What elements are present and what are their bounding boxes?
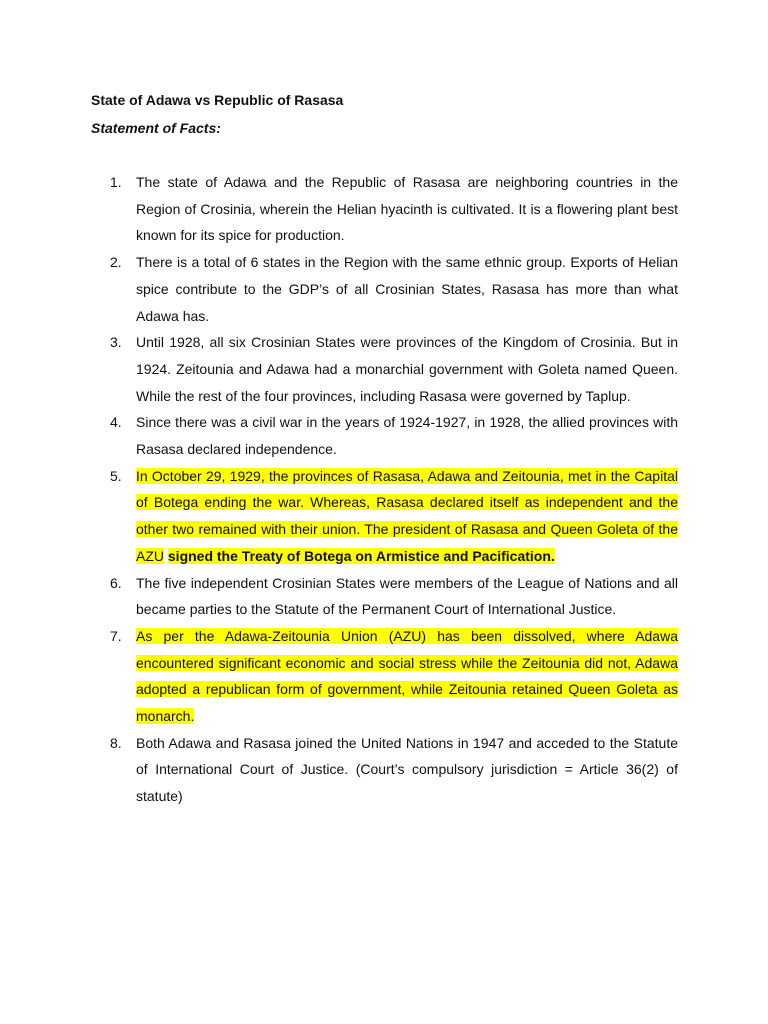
list-number: 8. [110,734,122,751]
fact-text: There is a total of 6 states in the Region with the same ethnic group. Exports of Helian spice contribute to the GDP’s of all Crosinian States, Rasasa has more than what Adawa has. [136,254,678,324]
fact-text: The five independent Crosinian States were members of the League of Nations and all became parties to the Statute of the Permanent Court of International Justice. [136,574,678,618]
highlighted-fact-text: As per the Adawa-Zeitounia Union (AZU) has been dissolved, where Adawa encountered significant economic and social stress while the Zeitounia did not, Adawa adopted a republican form of government, while Zeitounia retained Queen Goleta as monarch. [136,627,678,725]
document-title: State of Adawa vs Republic of Rasasa [91,92,344,108]
list-item-fact-7 [110,623,678,730]
section-heading-statement-of-facts: Statement of Facts: [91,120,221,136]
fact-text: Since there was a civil war in the years of 1924-1927, in 1928, the allied provinces with Rasasa declared independence. [136,414,678,458]
fact-text: Until 1928, all six Crosinian States were provinces of the Kingdom of Crosinia. But in 1924. Zeitounia and Adawa had a monarchial government with Goleta named Queen. While the rest of the four provinces, including Rasasa were governed by Taplup. [136,334,678,404]
highlighted-fact-text: In October 29, 1929, the provinces of Rasasa, Adawa and Zeitounia, met in the Capital of Botega ending the war. Whereas, Rasasa declared itself as independent and the other two remained with their union. The president of Rasasa and Queen Goleta of the AZU [136,467,678,564]
list-number: 5. [110,467,122,484]
facts-list [110,169,678,810]
highlighted-bold-text: signed the Treaty of Botega on Armistice and Pacification. [167,547,555,564]
list-item-fact-4 [110,409,678,462]
list-item-fact-3 [110,329,678,409]
fact-text: The state of Adawa and the Republic of Rasasa are neighboring countries in the Region of Crosinia, wherein the Helian hyacinth is cultivated. It is a flowering plant best known for its spice for production. [136,174,678,244]
fact-text: Both Adawa and Rasasa joined the United Nations in 1947 and acceded to the Statute of International Court of Justice. (Court’s compulsory jurisdiction = Article 36(2) of statute) [136,734,678,805]
list-number: 7. [110,627,122,644]
list-item-fact-2 [110,249,678,329]
list-number: 6. [110,574,122,591]
list-number: 1. [110,174,122,190]
list-item-fact-5 [110,463,678,570]
list-number: 2. [110,254,122,271]
list-item-fact-8 [110,730,678,810]
list-number: 4. [110,414,122,431]
list-number: 3. [110,334,122,351]
list-item-fact-1 [110,169,678,249]
list-item-fact-6 [110,570,678,623]
